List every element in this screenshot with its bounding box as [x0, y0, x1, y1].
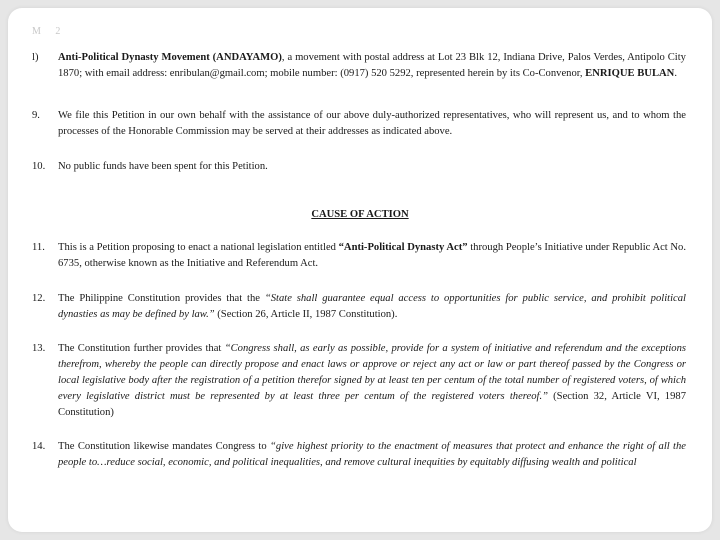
- paragraph-11: [32, 240, 686, 272]
- paragraph-text: The Constitution further provides that “Congress shall, as early as possible, provide for a system of initiative and referendum and the exceptions therefrom, whereby the people can directly propose and enact laws or approve or reject any act or law or part thereof passed by the Congress or local legislative body after the registration of a petition therefor signed by at least ten per centum of the total number of registered voters, of which every legislative district must be represented by at least three per centum of the registered voters thereof.” (Section 32, Article VI, 1987 Constitution): [58, 343, 686, 418]
- representative-name: ENRIQUE BULAN: [585, 68, 675, 79]
- paragraph-13: [32, 341, 686, 421]
- paragraph-text: This is a Petition proposing to enact a national legislation entitled “Anti-Political Dynasty Act” through People’s Initiative under Republic Act No. 6735, otherwise known as the Initiative and Referendum Act.: [58, 242, 686, 269]
- petitioner-name: Anti-Political Dynasty Movement (ANDAYAMO): [58, 52, 282, 63]
- paragraph-number: 13.: [32, 343, 46, 354]
- paragraph-9: [32, 108, 686, 140]
- section-heading: CAUSE OF ACTION: [311, 209, 409, 220]
- constitution-quote: “State shall guarantee equal access to opportunities for public service, and prohibit political dynasties as may be defined by law.”: [58, 293, 686, 320]
- paragraph-text: We file this Petition in our own behalf with the assistance of our above duly-authorized representatives, who will represent us, and to whom the processes of the Honorable Commission may be served at their addresses as indicated above.: [58, 110, 686, 137]
- constitution-quote: “Congress shall, as early as possible, provide for a system of initiative and referendum and the exceptions therefrom, whereby the people can directly propose and enact laws or approve or reject any act or law or part thereof passed by the Congress or local legislative body after the registration of a petition therefor signed by at least ten per centum of the total number of registered voters, of which every legislative district must be represented by at least three per centum of the registered voters thereof.”: [58, 343, 686, 402]
- paragraph-number: l): [32, 52, 39, 63]
- paragraph-10: [32, 159, 686, 175]
- paragraph-petitioner: [32, 50, 686, 82]
- paragraph-text: The Constitution likewise mandates Congress to “give highest priority to the enactment of measures that protect and enhance the right of all the people to…reduce social, economic, and political inequalities, and remove cultural inequities by equitably diffusing wealth and political: [58, 441, 687, 468]
- paragraph-text: The Philippine Constitution provides that the “State shall guarantee equal access to opportunities for public service, and prohibit political dynasties as may be defined by law.” (Section 26, Article II, 1987 Constitution).: [58, 293, 686, 320]
- paragraph-number: 9.: [32, 110, 40, 121]
- paragraph-number: 14.: [32, 441, 46, 452]
- paragraph-number: 11.: [32, 242, 45, 253]
- paragraph-number: 10.: [32, 161, 46, 172]
- constitution-quote: “give highest priority to the enactment of measures that protect and enhance the right of all the people to…reduce social, economic, and political inequalities, and remove cultural inequities by equitably diffusing wealth and political: [58, 441, 687, 468]
- document-page: [8, 8, 712, 532]
- paragraph-12: [32, 291, 686, 323]
- act-title: “Anti-Political Dynasty Act”: [338, 242, 468, 253]
- paragraph-text: Anti-Political Dynasty Movement (ANDAYAMO), a movement with postal address at Lot 23 Blk 12, Indiana Drive, Palos Verdes, Antipolo City 1870; with email address: enribulan@gmail.com; mobile number: (0917) 520 5292, represented herein by its Co-Convenor, ENRIQUE BULAN.: [58, 52, 686, 79]
- paragraph-14: [32, 439, 686, 471]
- paragraph-number: 12.: [32, 293, 46, 304]
- paragraph-text: No public funds have been spent for this Petition.: [58, 161, 268, 172]
- ghost-header-text: M 2: [32, 26, 67, 37]
